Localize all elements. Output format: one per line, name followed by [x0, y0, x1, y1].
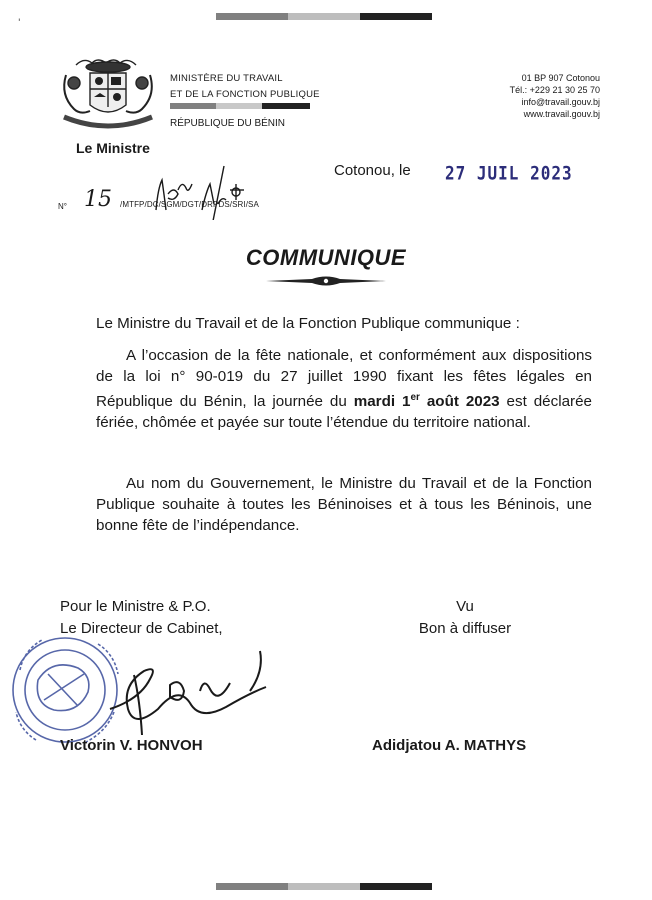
- bottom-flag-bar: [216, 883, 432, 890]
- title-ornament: [266, 275, 386, 287]
- left-signatory-name: Victorin V. HONVOH: [60, 737, 203, 754]
- reference-number: 15: [84, 187, 112, 212]
- right-signatory-name: Adidjatou A. MATHYS: [372, 737, 527, 754]
- communique-intro: Le Ministre du Travail et de la Fonction Publique communique :: [96, 315, 520, 332]
- holiday-date-superscript: er: [410, 392, 420, 403]
- right-sign-line-1: Vu: [456, 598, 474, 615]
- reference-handwritten-initials: [150, 160, 260, 220]
- reference-prefix: N°: [58, 202, 67, 211]
- left-sign-line-2: Le Directeur de Cabinet,: [60, 620, 223, 637]
- ministry-flag-bar: [170, 103, 310, 109]
- issuer-title: Le Ministre: [76, 140, 150, 156]
- benin-coat-of-arms-icon: [56, 55, 160, 135]
- left-sign-line-1: Pour le Ministre & P.O.: [60, 598, 211, 615]
- holiday-date-bold-2: août 2023: [419, 393, 500, 411]
- contact-phone: Tél.: +229 21 30 25 70: [509, 85, 600, 95]
- contact-block: [440, 72, 600, 120]
- holiday-date-bold-1: mardi 1: [353, 393, 411, 411]
- ministry-line-2: ET DE LA FONCTION PUBLIQUE: [170, 89, 320, 100]
- ministry-name: [170, 71, 320, 103]
- top-flag-bar: [216, 13, 432, 20]
- paragraph-1-text-a: A l’occasion de la fête nationale, et conformément aux dispositions de la loi n° 90-019 du 27 juillet 1990 fixant les fêtes légales en République du Bénin, la journée du: [96, 347, 592, 411]
- handwritten-signature: [100, 645, 280, 745]
- ministry-line-1: MINISTÈRE DU TRAVAIL: [170, 73, 283, 84]
- margin-mark: ': [18, 18, 21, 28]
- contact-address: 01 BP 907 Cotonou: [521, 73, 600, 83]
- paragraph-1-text-b: est déclarée fériée, chômée et payée sur toute l’étendue du territoire national.: [96, 393, 592, 432]
- right-signature-block: [410, 596, 520, 640]
- republic-name: RÉPUBLIQUE DU BÉNIN: [170, 118, 286, 129]
- communique-paragraph-2: Au nom du Gouvernement, le Ministre du Travail et de la Fonction Publique souhaite à toutes les Béninoises et à tous les Béninois, une bonne fête de l’indépendance.: [96, 475, 592, 534]
- communique-paragraph-1: [96, 345, 592, 433]
- reference-code: /MTFP/DC/SGM/DGT/DRPDS/SRI/SA: [120, 200, 259, 209]
- contact-email: info@travail.gouv.bj: [521, 97, 600, 107]
- contact-website: www.travail.gouv.bj: [523, 109, 600, 119]
- right-sign-line-2: Bon à diffuser: [418, 620, 512, 637]
- place-date-label: Cotonou, le: [334, 162, 411, 179]
- date-stamp: 27 JUIL 2023: [445, 162, 573, 184]
- document-title: COMMUNIQUE: [245, 245, 407, 270]
